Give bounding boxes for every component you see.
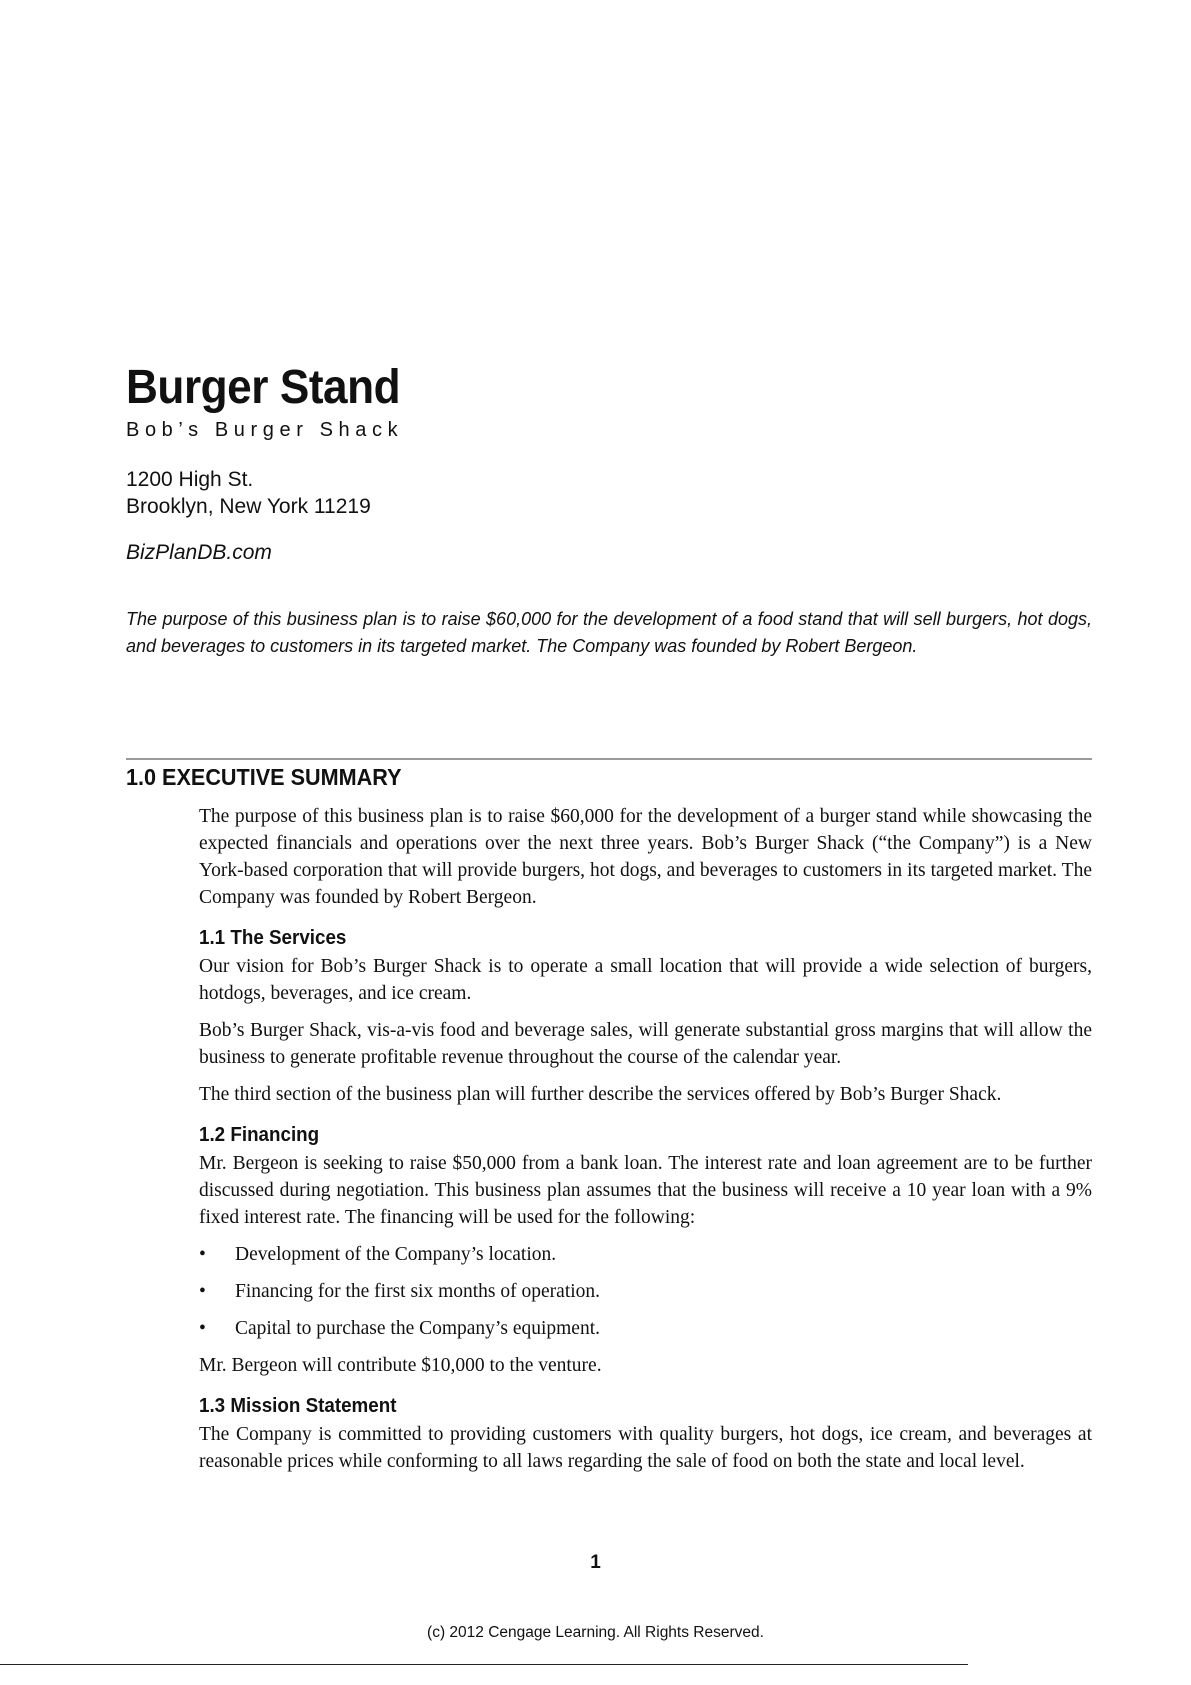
document-title: Burger Stand	[126, 361, 401, 414]
footer-divider	[0, 1664, 968, 1665]
services-paragraph-3: The third section of the business plan will further describe the services offered by Bob’s Burger Shack.	[199, 1084, 1002, 1105]
list-item	[199, 1278, 1092, 1305]
document-subtitle: Bob’s Burger Shack	[126, 419, 404, 441]
title-block	[126, 362, 1096, 566]
address-line-2: Brooklyn, New York 11219	[126, 495, 371, 518]
services-paragraph-1: Our vision for Bob’s Burger Shack is to operate a small location that will provide a wide selection of burgers, hotdogs, beverages, and ice cream.	[199, 956, 1092, 1004]
abstract-paragraph: The purpose of this business plan is to raise $60,000 for the development of a food stand that will sell burgers, hot dogs, and beverages to customers in its targeted market. The Company was founded by Robert Bergeon.	[126, 609, 1092, 656]
list-item-text: Financing for the first six months of operation.	[235, 1281, 601, 1302]
list-item-text: Capital to purchase the Company’s equipment.	[235, 1318, 601, 1339]
executive-summary-body	[199, 803, 1092, 1485]
list-item	[199, 1315, 1092, 1342]
address	[126, 466, 1096, 520]
page-number: 1	[590, 1552, 601, 1573]
website-text: BizPlanDB.com	[126, 541, 272, 564]
address-line-1: 1200 High St.	[126, 468, 254, 491]
bullet-icon: •	[199, 1244, 206, 1265]
list-item-text: Development of the Company’s location.	[235, 1244, 557, 1265]
subheading-mission-statement: 1.3 Mission Statement	[199, 1395, 397, 1417]
bullet-icon: •	[199, 1318, 206, 1339]
financing-paragraph: Mr. Bergeon is seeking to raise $50,000 from a bank loan. The interest rate and loan agreement are to be further discussed during negotiation. This business plan assumes that the business will receive a 10 year loan with a 9% fixed interest rate. The financing will be used for the following:	[199, 1153, 1092, 1228]
financing-closing: Mr. Bergeon will contribute $10,000 to the venture.	[199, 1355, 602, 1376]
subheading-financing: 1.2 Financing	[199, 1124, 320, 1146]
services-paragraph-2: Bob’s Burger Shack, vis-a-vis food and beverage sales, will generate substantial gross margins that will allow the business to generate profitable revenue throughout the course of the calendar year.	[199, 1020, 1092, 1068]
section-divider	[126, 758, 1092, 760]
mission-paragraph: The Company is committed to providing customers with quality burgers, hot dogs, ice cream, and beverages at reasonable prices while conforming to all laws regarding the sale of food on both the state and local level.	[199, 1424, 1092, 1472]
copyright-notice: (c) 2012 Cengage Learning. All Rights Reserved.	[427, 1624, 764, 1641]
list-item	[199, 1241, 1092, 1268]
subheading-services: 1.1 The Services	[199, 927, 347, 949]
executive-summary-intro: The purpose of this business plan is to raise $60,000 for the development of a burger stand while showcasing the expected financials and operations over the next three years. Bob’s Burger Shack (“the Company”) is a New York-based corporation that will provide burgers, hot dogs, and beverages to customers in its targeted market. The Company was founded by Robert Bergeon.	[199, 806, 1092, 908]
bullet-icon: •	[199, 1281, 206, 1302]
financing-bullet-list	[199, 1241, 1092, 1342]
section-heading-executive-summary: 1.0 EXECUTIVE SUMMARY	[126, 764, 402, 790]
